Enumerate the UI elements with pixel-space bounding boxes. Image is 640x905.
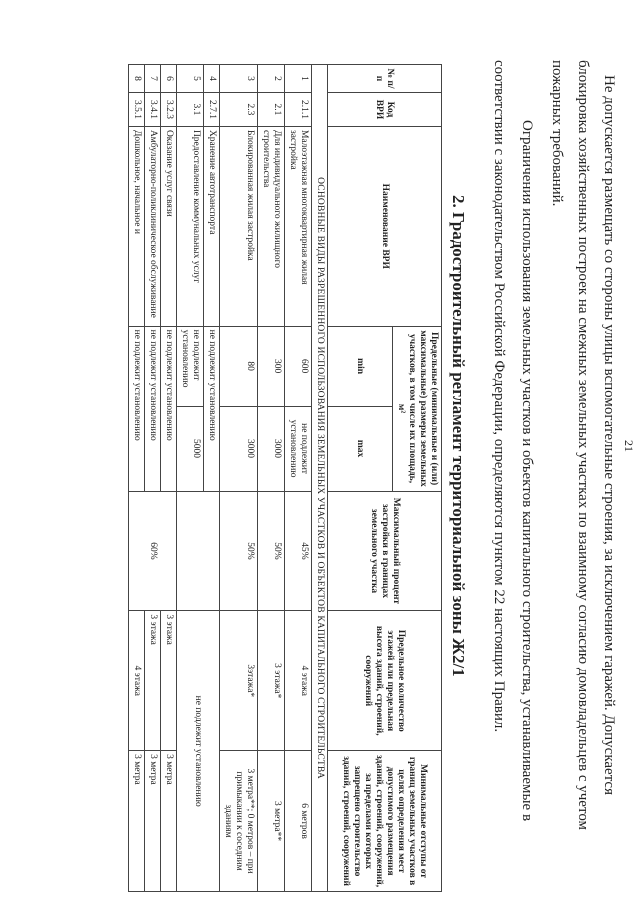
cell-code: 3.4.1 <box>145 92 161 126</box>
cell-floors: 3 этажа <box>145 611 161 751</box>
cell-code: 2.7.1 <box>204 92 220 126</box>
paragraph-line-3: пожарных требований. <box>549 60 565 207</box>
cell-num: 4 <box>204 65 220 93</box>
cell-setback: 3 метра** <box>258 751 285 892</box>
cell-min: 80 <box>220 326 258 406</box>
header-sizes: Предельные (минимальные и (или) максимальные) размеры земельных участков, в том числе их площадь, м² <box>393 326 442 491</box>
paragraph-line-5: соответствии с законодательством Российской Федерации, определяются пунктом 22 настоящих Правил. <box>491 60 507 733</box>
section-row-label: ОСНОВНЫЕ ВИДЫ РАЗРЕШЕННОГО ИСПОЛЬЗОВАНИЯ ЗЕМЕЛЬНЫХ УЧАСТКОВ И ОБЪЕКТОВ КАПИТАЛЬНОГО СТРОИТЕЛЬСТВА <box>312 65 328 892</box>
cell-name: Хранение автотранспорта <box>204 126 220 326</box>
header-percent: Максимальный процент застройки в границах земельного участка <box>328 491 442 611</box>
header-floors: Предельное количество этажей или предельная высота зданий, строений, сооружений <box>328 611 442 751</box>
cell-name: Малоэтажная многоквартирная жилая застройка <box>285 126 312 326</box>
cell-floors: 4 этажа <box>129 611 145 751</box>
cell-percent-empty <box>177 491 220 611</box>
paragraph-line-4: Ограничения использования земельных участков и объектов капитального строительства, устанавливаемые в <box>519 120 535 822</box>
cell-setback: 3 метра**; 0 метров – при примыкании к соседним зданиям <box>220 751 258 892</box>
cell-size-merged: не подлежит установлению <box>204 326 220 491</box>
header-max: max <box>328 406 393 491</box>
cell-rest-merged: не подлежит установлению <box>177 611 220 892</box>
cell-num: 7 <box>145 65 161 93</box>
table-row <box>129 65 145 892</box>
cell-code: 2.1.1 <box>285 92 312 126</box>
cell-name: Оказание услуг связи <box>161 126 177 326</box>
cell-code: 2.3 <box>220 92 258 126</box>
cell-name: Блокированная жилая застройка <box>220 126 258 326</box>
cell-floors: 3 этажа <box>161 611 177 751</box>
cell-size-merged: не подлежит установлению <box>145 326 161 491</box>
cell-setback: 3 метра <box>145 751 161 892</box>
cell-name: Предоставление коммунальных услуг <box>177 126 204 326</box>
page-number: 21 <box>622 440 636 452</box>
cell-num: 3 <box>220 65 258 93</box>
table-row <box>204 65 220 892</box>
table-row <box>220 65 258 892</box>
cell-floors: 3 этажа* <box>258 611 285 751</box>
header-code: Код ВРИ <box>328 92 442 126</box>
cell-max: 5000 <box>177 406 204 491</box>
cell-percent: 50% <box>220 491 258 611</box>
cell-percent: 50% <box>258 491 285 611</box>
cell-max: 3000 <box>220 406 258 491</box>
cell-floors: 3этажа* <box>220 611 258 751</box>
regulation-table <box>128 64 442 892</box>
header-name: Наименование ВРИ <box>328 126 442 326</box>
header-row <box>393 65 442 892</box>
paragraph-line-2: блокировка хозяйственных построек на смежных земельных участках по взаимному согласию домовладельцев с учетом <box>575 60 591 831</box>
cell-num: 1 <box>285 65 312 93</box>
table-row <box>145 65 161 892</box>
table-row <box>285 65 312 892</box>
cell-code: 2.1 <box>258 92 285 126</box>
cell-size-merged: не подлежит установлению <box>129 326 145 491</box>
cell-max: не подлежит установлению <box>285 406 312 491</box>
cell-code: 3.2.3 <box>161 92 177 126</box>
header-min: min <box>328 326 393 406</box>
cell-code: 3.5.1 <box>129 92 145 126</box>
cell-size-merged: не подлежит установлению <box>161 326 177 491</box>
cell-num: 6 <box>161 65 177 93</box>
cell-min: не подлежит установлению <box>177 326 204 406</box>
cell-name: Дошкольное, начальное и <box>129 126 145 326</box>
table-row <box>161 65 177 892</box>
cell-setback: 6 метров <box>285 751 312 892</box>
cell-percent: 60% <box>129 491 177 611</box>
cell-max: 3000 <box>258 406 285 491</box>
cell-name: Амбулаторно-поликлиническое обслуживание <box>145 126 161 326</box>
cell-min: 300 <box>258 326 285 406</box>
header-setback: Минимальные отступы от границ земельных участков в целях определения мест допустимого размещения зданий, строений, сооружений, за пределами которых запрещено строительство зданий, строений, сооружений <box>328 751 442 892</box>
section-title: 2. Градостроительный регламент территориальной зоны Ж2/1 <box>449 195 468 677</box>
table-row <box>258 65 285 892</box>
cell-setback: 3 метра <box>129 751 145 892</box>
header-num: № п/п <box>328 65 442 93</box>
cell-percent: 45% <box>285 491 312 611</box>
cell-setback: 3 метра <box>161 751 177 892</box>
cell-code: 3.1 <box>177 92 204 126</box>
cell-num: 8 <box>129 65 145 93</box>
cell-min: 600 <box>285 326 312 406</box>
section-row <box>312 65 328 892</box>
cell-num: 5 <box>177 65 204 93</box>
cell-floors: 4 этажа <box>285 611 312 751</box>
cell-name: Для индивидуального жилищного строительства <box>258 126 285 326</box>
paragraph-line-1: Не допускается размещать со стороны улицы вспомогательные строения, за исключением гаражей. Допускается <box>601 75 617 795</box>
cell-num: 2 <box>258 65 285 93</box>
